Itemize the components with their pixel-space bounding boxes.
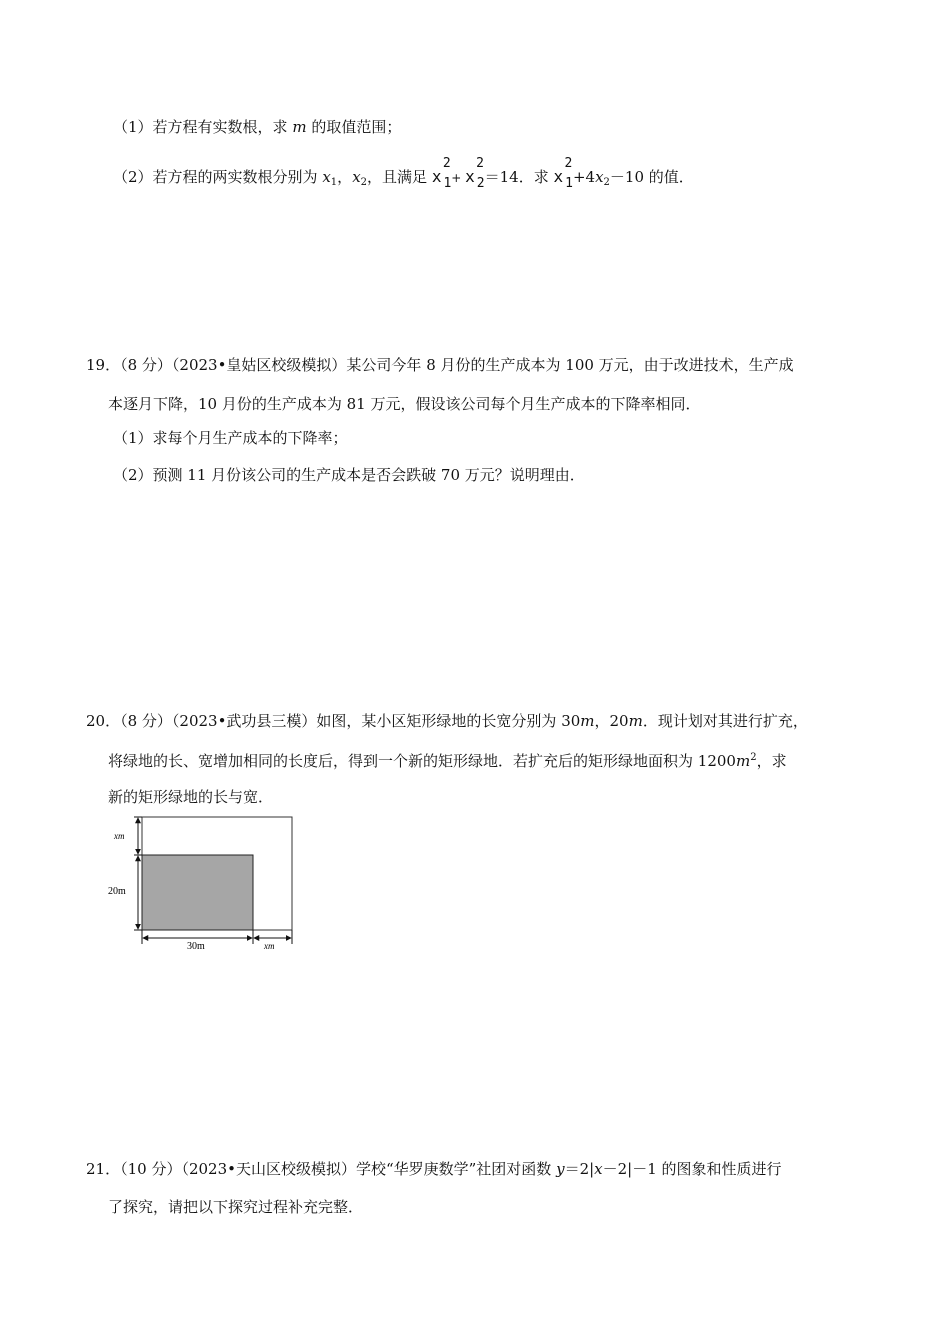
label-xm-bottom: xm bbox=[264, 941, 275, 951]
q20-line3: 新的矩形绿地的长与宽． bbox=[108, 788, 274, 806]
x2-squared: x 2 $_2$ bbox=[465, 156, 485, 191]
q21-line2: 了探究，请把以下探究过程补充完整． bbox=[108, 1198, 364, 1216]
q21-line1: 21．（10 分）（2023•天山区校级模拟）学校“华罗庚数学”社团对函数 y＝2|x－2|－1 的图象和性质进行 bbox=[86, 1160, 782, 1178]
q19-part2: （2）预测 11 月份该公司的生产成本是否会跌破 70 万元？说明理由． bbox=[113, 466, 585, 484]
q19-line1: 19．（8 分）（2023•皇姑区校级模拟）某公司今年 8 月份的生产成本为 100 万元，由于改进技术，生产成 bbox=[86, 356, 794, 374]
x1-squared: x 2 $_1$ bbox=[431, 156, 452, 191]
x1-squared-2: x 2 $_1$ bbox=[553, 156, 573, 191]
q20-figure bbox=[100, 812, 300, 952]
label-xm-left: xm bbox=[114, 831, 125, 841]
original-lawn-rectangle bbox=[142, 855, 253, 930]
label-30m: 30m bbox=[187, 941, 205, 952]
q20-line2: 将绿地的长、宽增加相同的长度后，得到一个新的矩形绿地．若扩充后的矩形绿地面积为 $1200m^2$，求 bbox=[108, 752, 787, 770]
label-20m: 20m bbox=[108, 886, 126, 897]
q19-part1: （1）求每个月生产成本的下降率； bbox=[113, 429, 348, 447]
q19-line2: 本逐月下降，10 月份的生产成本为 81 万元，假设该公司每个月生产成本的下降率相同． bbox=[108, 395, 701, 413]
q18-part2: （2）若方程的两实数根分别为 $x_1$，$x_2$，且满足 x 2 $_1$+ x 2 $_2$＝14．求 x 2 $_1+4x_2-10$ 的值． bbox=[113, 167, 694, 194]
q18-part1: （1）若方程有实数根，求 m 的取值范围； bbox=[113, 118, 402, 136]
q20-line1: 20．（8 分）（2023•武功县三模）如图，某小区矩形绿地的长宽分别为 30m，20m．现计划对其进行扩充， bbox=[86, 712, 808, 730]
